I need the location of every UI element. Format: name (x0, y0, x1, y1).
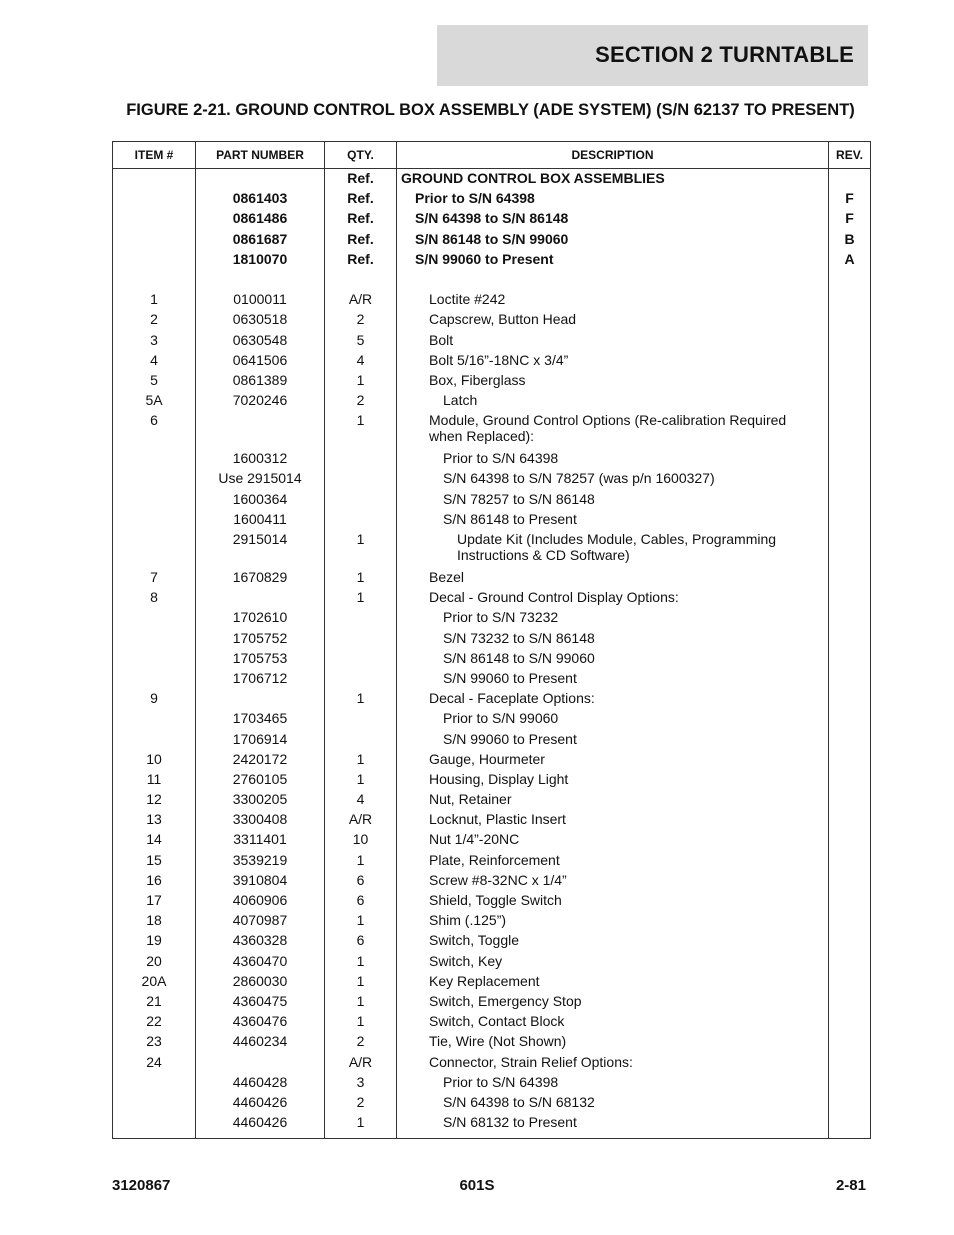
row-qty: 2 (325, 1033, 397, 1053)
row-rev (829, 1094, 871, 1114)
table-row (113, 392, 871, 412)
table-row (113, 670, 871, 690)
row-item-number (113, 650, 196, 670)
row-qty: 1 (325, 589, 397, 609)
row-qty: 4 (325, 352, 397, 372)
row-part-number: 0861687 (196, 231, 325, 251)
row-qty (325, 511, 397, 531)
row-item-number: 9 (113, 690, 196, 710)
row-part-number (196, 412, 325, 450)
row-qty: 6 (325, 932, 397, 952)
row-description: S/N 86148 to Present (397, 511, 829, 531)
row-item-number: 3 (113, 332, 196, 352)
row-qty: 1 (325, 1013, 397, 1033)
row-part-number: 1705752 (196, 630, 325, 650)
row-part-number: 4460234 (196, 1033, 325, 1053)
table-row (113, 190, 871, 210)
table-row (113, 872, 871, 892)
row-part-number (196, 169, 325, 191)
row-qty: 1 (325, 531, 397, 569)
row-description: Prior to S/N 73232 (397, 609, 829, 629)
row-part-number: 1703465 (196, 710, 325, 730)
row-qty: 6 (325, 892, 397, 912)
row-item-number (113, 1074, 196, 1094)
row-rev (829, 690, 871, 710)
row-description (397, 271, 829, 291)
row-part-number: 1600411 (196, 511, 325, 531)
row-description: Shield, Toggle Switch (397, 892, 829, 912)
table-row (113, 953, 871, 973)
row-item-number: 10 (113, 751, 196, 771)
table-row (113, 271, 871, 291)
row-description: Prior to S/N 99060 (397, 710, 829, 730)
row-qty: Ref. (325, 231, 397, 251)
table-row (113, 589, 871, 609)
row-item-number (113, 710, 196, 730)
row-qty (325, 650, 397, 670)
table-row (113, 511, 871, 531)
row-rev (829, 412, 871, 450)
footer-model: 601S (459, 1177, 495, 1194)
row-rev (829, 973, 871, 993)
row-item-number (113, 491, 196, 511)
row-item-number (113, 630, 196, 650)
row-part-number: 1600364 (196, 491, 325, 511)
row-description: Plate, Reinforcement (397, 852, 829, 872)
row-part-number: 1670829 (196, 569, 325, 589)
row-description: Locknut, Plastic Insert (397, 811, 829, 831)
row-qty: Ref. (325, 210, 397, 230)
table-row (113, 650, 871, 670)
row-description: Prior to S/N 64398 (397, 450, 829, 470)
row-item-number: 19 (113, 932, 196, 952)
table-row (113, 1114, 871, 1139)
row-item-number (113, 210, 196, 230)
row-rev: F (829, 190, 871, 210)
row-rev (829, 470, 871, 490)
row-qty (325, 450, 397, 470)
table-row (113, 1054, 871, 1074)
row-qty (325, 470, 397, 490)
row-part-number: 0630548 (196, 332, 325, 352)
row-part-number: 1706914 (196, 731, 325, 751)
row-rev (829, 993, 871, 1013)
row-description: S/N 99060 to Present (397, 251, 829, 271)
row-qty: Ref. (325, 251, 397, 271)
row-rev (829, 450, 871, 470)
row-description: Update Kit (Includes Module, Cables, Programming Instructions & CD Software) (397, 531, 829, 569)
row-part-number: 4460428 (196, 1074, 325, 1094)
header-part-number: PART NUMBER (196, 142, 325, 169)
row-qty: 1 (325, 973, 397, 993)
table-row (113, 470, 871, 490)
row-item-number: 17 (113, 892, 196, 912)
row-rev (829, 352, 871, 372)
figure-title: FIGURE 2-21. GROUND CONTROL BOX ASSEMBLY (ADE SYSTEM) (S/N 62137 TO PRESENT) (126, 101, 855, 119)
row-item-number: 16 (113, 872, 196, 892)
header-item: ITEM # (113, 142, 196, 169)
row-description: S/N 64398 to S/N 68132 (397, 1094, 829, 1114)
row-part-number: 4360475 (196, 993, 325, 1013)
row-rev (829, 731, 871, 751)
row-description: S/N 78257 to S/N 86148 (397, 491, 829, 511)
row-item-number: 1 (113, 291, 196, 311)
row-description: S/N 86148 to S/N 99060 (397, 231, 829, 251)
table-row (113, 1094, 871, 1114)
row-item-number (113, 169, 196, 191)
row-description: Nut 1/4”-20NC (397, 831, 829, 851)
row-rev (829, 1033, 871, 1053)
row-part-number: 4070987 (196, 912, 325, 932)
header-description: DESCRIPTION (397, 142, 829, 169)
row-item-number: 22 (113, 1013, 196, 1033)
row-description: Decal - Ground Control Display Options: (397, 589, 829, 609)
row-item-number: 21 (113, 993, 196, 1013)
row-part-number: 3311401 (196, 831, 325, 851)
row-part-number (196, 690, 325, 710)
row-description: Housing, Display Light (397, 771, 829, 791)
row-item-number: 6 (113, 412, 196, 450)
section-title: SECTION 2 TURNTABLE (595, 42, 854, 67)
row-qty: 1 (325, 751, 397, 771)
table-row (113, 791, 871, 811)
row-item-number (113, 731, 196, 751)
row-qty: 4 (325, 791, 397, 811)
row-rev (829, 650, 871, 670)
row-description: Gauge, Hourmeter (397, 751, 829, 771)
table-row (113, 731, 871, 751)
table-row (113, 169, 871, 191)
row-item-number (113, 609, 196, 629)
table-row (113, 609, 871, 629)
row-qty (325, 670, 397, 690)
row-item-number: 13 (113, 811, 196, 831)
row-description: Switch, Contact Block (397, 1013, 829, 1033)
row-part-number: 4060906 (196, 892, 325, 912)
row-item-number (113, 531, 196, 569)
row-rev (829, 169, 871, 191)
row-item-number (113, 1094, 196, 1114)
row-description: Connector, Strain Relief Options: (397, 1054, 829, 1074)
row-qty: 10 (325, 831, 397, 851)
row-part-number: 7020246 (196, 392, 325, 412)
row-qty: 1 (325, 412, 397, 450)
row-item-number: 12 (113, 791, 196, 811)
table-row (113, 993, 871, 1013)
footer-doc-number: 3120867 (112, 1177, 171, 1194)
row-item-number: 4 (113, 352, 196, 372)
row-description: S/N 99060 to Present (397, 731, 829, 751)
table-row (113, 630, 871, 650)
table-row (113, 892, 871, 912)
table-row (113, 372, 871, 392)
row-item-number: 20 (113, 953, 196, 973)
table-row (113, 569, 871, 589)
row-part-number: 4360476 (196, 1013, 325, 1033)
row-description: Capscrew, Button Head (397, 311, 829, 331)
row-item-number (113, 470, 196, 490)
row-rev (829, 1074, 871, 1094)
row-qty (325, 710, 397, 730)
row-item-number (113, 271, 196, 291)
table-row (113, 491, 871, 511)
row-rev (829, 491, 871, 511)
table-row (113, 450, 871, 470)
row-rev (829, 872, 871, 892)
row-qty: Ref. (325, 169, 397, 191)
row-part-number: 0861486 (196, 210, 325, 230)
row-rev (829, 831, 871, 851)
row-rev (829, 953, 871, 973)
row-description: Key Replacement (397, 973, 829, 993)
table-row (113, 1074, 871, 1094)
row-qty (325, 491, 397, 511)
row-description: Bolt (397, 332, 829, 352)
table-row (113, 332, 871, 352)
row-qty: A/R (325, 1054, 397, 1074)
table-row (113, 831, 871, 851)
row-description: Decal - Faceplate Options: (397, 690, 829, 710)
row-item-number: 2 (113, 311, 196, 331)
row-rev (829, 791, 871, 811)
table-row (113, 251, 871, 271)
row-rev (829, 569, 871, 589)
row-rev (829, 1054, 871, 1074)
row-part-number (196, 271, 325, 291)
table-header-row (113, 142, 871, 169)
row-rev (829, 291, 871, 311)
row-rev (829, 811, 871, 831)
row-item-number (113, 511, 196, 531)
row-qty (325, 630, 397, 650)
row-qty (325, 271, 397, 291)
row-qty: 1 (325, 852, 397, 872)
row-part-number: 1706712 (196, 670, 325, 690)
row-part-number: 2420172 (196, 751, 325, 771)
row-part-number: 0861389 (196, 372, 325, 392)
row-part-number: 0100011 (196, 291, 325, 311)
row-description: Bolt 5/16”-18NC x 3/4” (397, 352, 829, 372)
row-qty: A/R (325, 291, 397, 311)
parts-table (112, 141, 871, 1139)
row-item-number: 24 (113, 1054, 196, 1074)
row-part-number: 4360470 (196, 953, 325, 973)
footer-page-number: 2-81 (835, 1177, 866, 1194)
row-rev (829, 892, 871, 912)
table-row (113, 771, 871, 791)
table-row (113, 912, 871, 932)
row-description: S/N 68132 to Present (397, 1114, 829, 1139)
row-description: Box, Fiberglass (397, 372, 829, 392)
table-row (113, 852, 871, 872)
table-row (113, 210, 871, 230)
row-item-number: 5A (113, 392, 196, 412)
table-row (113, 231, 871, 251)
row-qty: 2 (325, 311, 397, 331)
row-qty: 1 (325, 993, 397, 1013)
table-row (113, 751, 871, 771)
table-row (113, 352, 871, 372)
row-rev (829, 271, 871, 291)
row-part-number: 0630518 (196, 311, 325, 331)
row-qty: 1 (325, 912, 397, 932)
row-qty: 2 (325, 1094, 397, 1114)
table-row (113, 291, 871, 311)
row-rev: B (829, 231, 871, 251)
row-rev (829, 852, 871, 872)
row-qty: 1 (325, 771, 397, 791)
row-item-number: 5 (113, 372, 196, 392)
row-part-number: 0861403 (196, 190, 325, 210)
row-rev (829, 751, 871, 771)
table-row (113, 932, 871, 952)
row-rev (829, 589, 871, 609)
row-item-number: 11 (113, 771, 196, 791)
row-description: Loctite #242 (397, 291, 829, 311)
row-part-number: 2915014 (196, 531, 325, 569)
row-item-number (113, 190, 196, 210)
row-part-number: 3910804 (196, 872, 325, 892)
row-item-number: 15 (113, 852, 196, 872)
row-rev (829, 1114, 871, 1139)
header-rev: REV. (829, 142, 871, 169)
row-description: S/N 73232 to S/N 86148 (397, 630, 829, 650)
row-qty: 3 (325, 1074, 397, 1094)
row-part-number: 4360328 (196, 932, 325, 952)
row-item-number (113, 670, 196, 690)
section-header-banner (437, 25, 868, 86)
header-qty: QTY. (325, 142, 397, 169)
table-row (113, 531, 871, 569)
row-part-number: 4460426 (196, 1094, 325, 1114)
row-rev (829, 392, 871, 412)
row-description: Shim (.125”) (397, 912, 829, 932)
row-qty: Ref. (325, 190, 397, 210)
row-item-number: 7 (113, 569, 196, 589)
row-description: S/N 64398 to S/N 78257 (was p/n 1600327) (397, 470, 829, 490)
row-description: Tie, Wire (Not Shown) (397, 1033, 829, 1053)
table-row (113, 1013, 871, 1033)
row-description: Module, Ground Control Options (Re-calibration Required when Replaced): (397, 412, 829, 450)
row-rev (829, 1013, 871, 1033)
row-description: Switch, Emergency Stop (397, 993, 829, 1013)
row-part-number: 1810070 (196, 251, 325, 271)
row-description: Switch, Key (397, 953, 829, 973)
table-row (113, 973, 871, 993)
row-rev (829, 912, 871, 932)
row-qty: 1 (325, 372, 397, 392)
row-item-number: 23 (113, 1033, 196, 1053)
row-rev (829, 670, 871, 690)
row-item-number: 8 (113, 589, 196, 609)
row-description: Switch, Toggle (397, 932, 829, 952)
row-description: S/N 64398 to S/N 86148 (397, 210, 829, 230)
row-qty (325, 731, 397, 751)
row-item-number (113, 251, 196, 271)
row-rev: A (829, 251, 871, 271)
row-description: Bezel (397, 569, 829, 589)
row-part-number: 1702610 (196, 609, 325, 629)
row-description: Nut, Retainer (397, 791, 829, 811)
row-part-number: 4460426 (196, 1114, 325, 1139)
row-part-number (196, 1054, 325, 1074)
row-description: Latch (397, 392, 829, 412)
table-row (113, 710, 871, 730)
row-qty: 5 (325, 332, 397, 352)
row-description: S/N 86148 to S/N 99060 (397, 650, 829, 670)
parts-table-body (113, 169, 871, 1139)
row-qty: A/R (325, 811, 397, 831)
row-description: GROUND CONTROL BOX ASSEMBLIES (397, 169, 829, 191)
row-part-number: 3300205 (196, 791, 325, 811)
row-rev (829, 710, 871, 730)
row-qty: 2 (325, 392, 397, 412)
row-qty: 6 (325, 872, 397, 892)
table-row (113, 412, 871, 450)
row-part-number: Use 2915014 (196, 470, 325, 490)
row-part-number: 3539219 (196, 852, 325, 872)
row-description: Screw #8-32NC x 1/4” (397, 872, 829, 892)
row-item-number: 20A (113, 973, 196, 993)
row-item-number (113, 450, 196, 470)
row-part-number: 2860030 (196, 973, 325, 993)
table-row (113, 311, 871, 331)
row-rev: F (829, 210, 871, 230)
row-rev (829, 311, 871, 331)
row-part-number: 0641506 (196, 352, 325, 372)
row-description: Prior to S/N 64398 (397, 1074, 829, 1094)
table-row (113, 811, 871, 831)
table-row (113, 1033, 871, 1053)
row-item-number: 18 (113, 912, 196, 932)
row-part-number: 3300408 (196, 811, 325, 831)
row-qty: 1 (325, 569, 397, 589)
row-rev (829, 372, 871, 392)
row-qty (325, 609, 397, 629)
row-rev (829, 771, 871, 791)
row-part-number: 1705753 (196, 650, 325, 670)
row-rev (829, 630, 871, 650)
row-rev (829, 511, 871, 531)
row-qty: 1 (325, 690, 397, 710)
row-rev (829, 932, 871, 952)
row-rev (829, 332, 871, 352)
table-row (113, 690, 871, 710)
row-description: Prior to S/N 64398 (397, 190, 829, 210)
row-rev (829, 531, 871, 569)
row-part-number: 2760105 (196, 771, 325, 791)
row-part-number: 1600312 (196, 450, 325, 470)
row-part-number (196, 589, 325, 609)
row-item-number (113, 231, 196, 251)
row-item-number (113, 1114, 196, 1139)
row-item-number: 14 (113, 831, 196, 851)
row-qty: 1 (325, 1114, 397, 1139)
row-description: S/N 99060 to Present (397, 670, 829, 690)
row-rev (829, 609, 871, 629)
row-qty: 1 (325, 953, 397, 973)
